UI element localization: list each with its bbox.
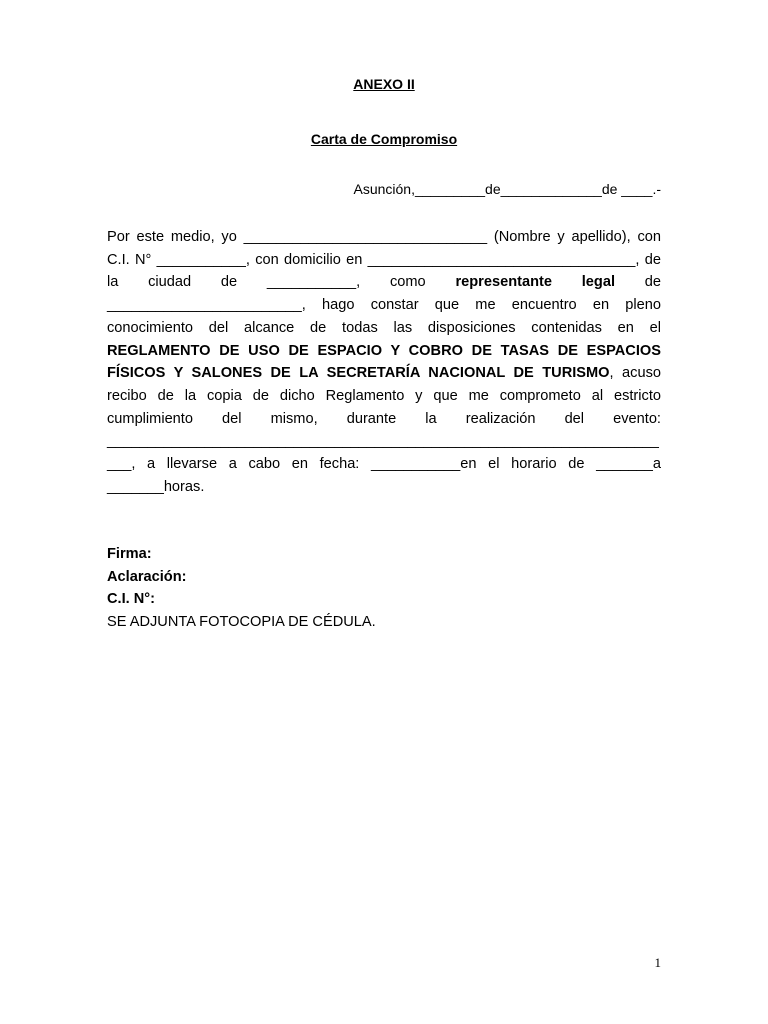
paragraph-text-part-1: Por este medio, yo ______________________________ (Nombre y apellido), con C.I. N° ___________, con domicilio en _________________________________, de la ciudad de ___________, como [107,229,661,291]
legal-representative-text: representante legal [455,274,615,291]
letter-title: Carta de Compromiso [310,131,458,147]
id-number-label: C.I. N°: [107,591,155,608]
paragraph-text-part-2: de ________________________, hago constar que me encuentro en pleno conocimiento del alcance de todas las disposiciones contenidas en el [107,274,661,336]
clarification-label: Aclaración: [107,568,187,585]
commitment-paragraph [107,226,661,498]
signature-block [107,543,376,634]
paragraph-text-part-3: , acuso recibo de la copia de dicho Reglamento y que me comprometo al estricto cumplimiento del mismo, durante la realización del evento: ____________________________________________________________________ ___, a llevarse a cabo en fecha: ___________en el horario de _______a _______horas. [107,365,662,495]
id-copy-note: SE ADJUNTA FOTOCOPIA DE CÉDULA. [107,614,376,631]
page-number: 1 [654,955,661,970]
regulation-name: REGLAMENTO DE USO DE ESPACIO Y COBRO DE TASAS DE ESPACIOS FÍSICOS Y SALONES DE LA SECRETARÍA NACIONAL DE TURISMO [107,342,661,382]
annex-title: ANEXO II [353,76,415,92]
signature-label: Firma: [107,546,152,562]
place-date-line: Asunción,_________de_____________de ____.- [353,181,661,197]
